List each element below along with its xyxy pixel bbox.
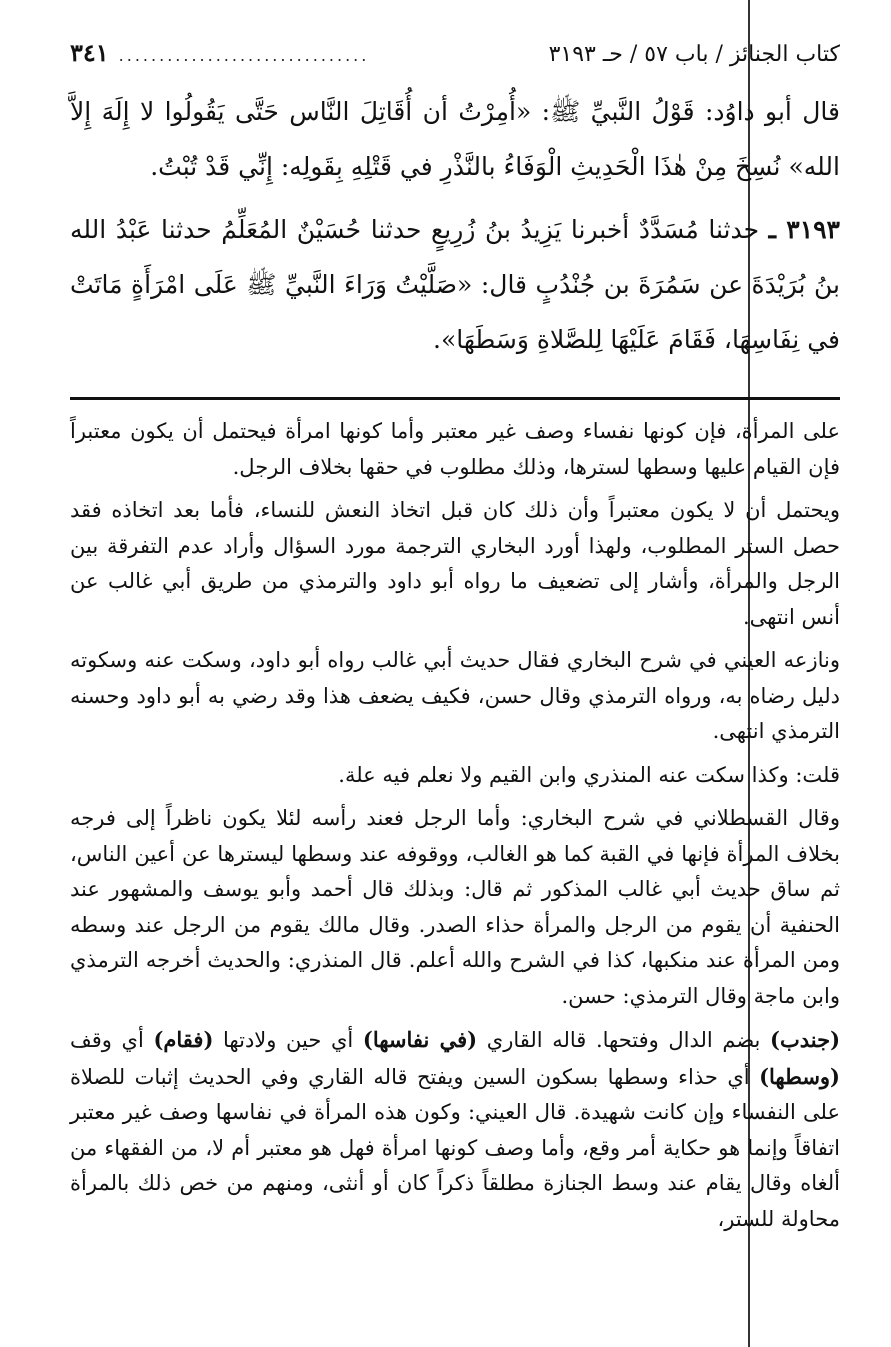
term-wasataha: (وسطها) [759, 1063, 840, 1089]
term-jundub: (جندب) [770, 1027, 841, 1052]
commentary-paragraph: على المرأة، فإن كونها نفساء وصف غير معتبر وأما كونها امرأة فيحتمل أن يكون معتبراً فإن القيام عليها وسطها لسترها، وذلك مطلوب في حقها بخلاف الرجل. [70, 419, 840, 479]
chapter-heading: كتاب الجنائز / باب ٥٧ / حـ ٣١٩٣ [548, 42, 840, 67]
gloss-text: أي حذاء وسطها بسكون السين ويفتح قاله القاري وفي الحديث إثبات للصلاة على النفساء وإن كانت شهيدة. قال العيني: وكون هذه المرأة في نفاسها وصف غير معتبر اتفاقاً وإنما هو حكاية أمر وقع، وأما وصف كونها امرأة فهل هو معتبر أم لا، من الفقهاء من ألغاه وقال يقام عند وسط الجنازة مطلقاً ذكراً كان أو أنثى، ومنهم من خص ذلك بالمرأة محاولة للستر، [70, 1064, 840, 1231]
commentary-paragraph: قلت: وكذا سكت عنه المنذري وابن القيم ولا نعلم فيه علة. [338, 762, 840, 787]
hadith-body: حدثنا مُسَدَّدٌ أخبرنا يَزِيدُ بنُ زُرِيعٍ حدثنا حُسَيْنٌ المُعَلِّمُ حدثنا عَبْدُ الله بنُ بُرَيْدَةَ عن سَمُرَةَ بن جُنْدُبٍ قال: «صَلَّيْتُ وَرَاءَ النَّبيِّ ﷺ عَلَى امْرَأَةٍ مَاتَتْ في نِفَاسِهَا، فَقَامَ عَلَيْهَا لِلصَّلاةِ وَسَطَهَا». [70, 215, 840, 354]
running-header [70, 28, 840, 78]
commentary-paragraph: ويحتمل أن لا يكون معتبراً وأن ذلك كان قبل اتخاذ النعش للنساء، فأما بعد اتخاذه فقد حصل الستر المطلوب، ولهذا أورد البخاري الترجمة مورد السؤال وأراد عدم التفرقة بين الرجل والمرأة، وأشار إلى تضعيف ما رواه أبو داود والترمذي من طريق أبي غالب عن أنس انتهى. [70, 498, 840, 629]
leader-dots: ............................... [118, 46, 370, 65]
page-number: ٣٤١ [70, 38, 109, 67]
header-page-area [70, 28, 369, 81]
gloss-text: أي وقف [70, 1028, 154, 1052]
term-fi-nifasiha: (في نفاسها) [362, 1027, 478, 1052]
commentary-paragraph: وقال القسطلاني في شرح البخاري: وأما الرجل فعند رأسه لئلا يكون ناظراً إلى فرجه بخلاف المرأة فإنها في القبة كما هو الغالب، ووقوفه عند وسطها ليسترها عن أعين الناس، ثم ساق حديث أبي غالب المذكور ثم قال: وبذلك قال أحمد وأبو يوسف والمشهور عند الحنفية أن يقوم من الرجل والمرأة حذاء الصدر. وقال مالك يقوم من الرجل عند وسطه ومن المرأة عند منكبها، كذا في الشرح والله أعلم. قال المنذري: والحديث أخرجه الترمذي وابن ماجة وقال الترمذي: حسن. [70, 806, 840, 1008]
abu-dawud-note: قال أبو داوُد: قَوْلُ النَّبيِّ ﷺ: «أُمِرْتُ أن أُقَاتِلَ النَّاس حَتَّى يَقُولُوا لا إِلَهَ إِلاَّ الله» نُسِخَ مِنْ هٰذَا الْحَدِيثِ الْوَفَاءُ بالنَّذْرِ في قَتْلِهِ بِقَولِه: إِنِّي قَدْ تُبْتُ. [70, 97, 840, 181]
hadith-number: ٣١٩٣ ـ [768, 215, 840, 244]
gloss-text: بضم الدال وفتحها. قاله القاري [477, 1028, 771, 1052]
book-page [70, 28, 840, 1245]
commentary-paragraph: ونازعه العيني في شرح البخاري فقال حديث أبي غالب رواه أبو داود، وسكت عنه وسكوته دليل رضاه به، ورواه الترمذي وقال حسن، فكيف يضعف هذا وقد رضي به أبو داود وحسنه الترمذي انتهى. [70, 648, 840, 743]
section-divider [70, 397, 840, 400]
gloss-text: أي حين ولادتها [213, 1028, 363, 1052]
term-faqama: (فقام) [153, 1027, 214, 1052]
commentary-text [70, 414, 840, 1237]
commentary-paragraph-glossary [70, 1022, 840, 1237]
hadith-3193 [70, 202, 840, 367]
hadith-text [70, 84, 840, 367]
